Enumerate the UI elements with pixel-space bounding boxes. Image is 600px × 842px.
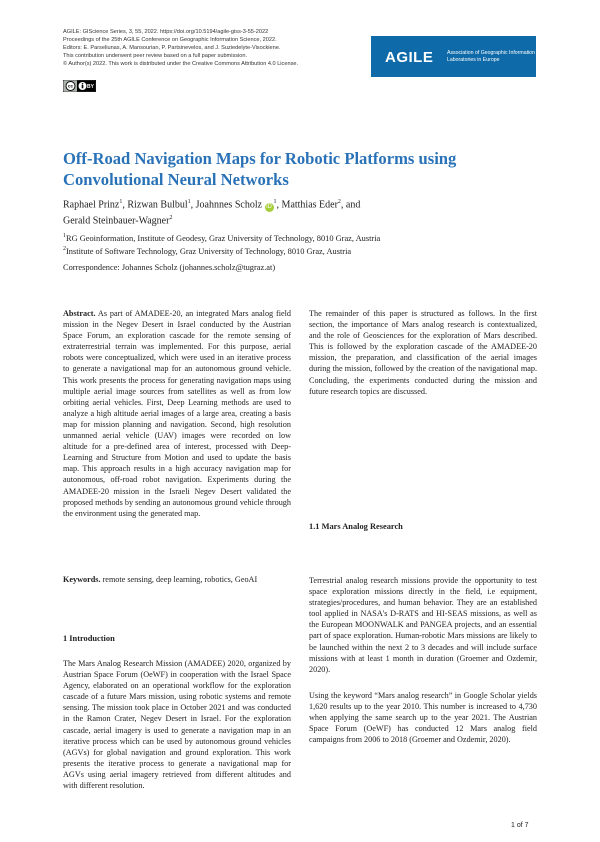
author-name: Rizwan Bulbul [127,199,188,211]
logo-tagline [447,50,535,63]
logo-tagline-2: Laboratories in Europe [447,56,500,63]
agile-logo[interactable] [371,36,536,77]
svg-text:cc: cc [67,83,74,89]
header-line: This contribution underwent peer review based on a full paper submission. [63,53,248,59]
cc-by-license-icon[interactable] [63,80,96,92]
header-line: © Author(s) 2022. This work is distributed under the Creative Commons Attribution 4.0 License. [63,61,299,67]
section-paragraph-2: Using the keyword “Mars analog research” in Google Scholar yields 1,620 results up to the year 2010. This number is increased to 4,730 when applying the same search up to the year 2021. The Austrian Space Forum (OeWF) has conducted 12 Mars analog field campaigns from 2006 to 2018 (Groemer and Ozdemir, 2020). [309,691,537,745]
affiliation-1: RG Geoinformation, Institute of Geodesy, Graz University of Technology, 8010 Graz, Austria [66,233,381,243]
author-name: Matthias Eder [281,199,338,211]
keywords-block [63,574,291,585]
author-list: Raphael Prinz$^1$, Rizwan Bulbul$^1$, Joahnnes Scholz $iD^1$, Matthias Eder$^2$, and Gerald Steinbauer-Wagner$^2$ [63,199,361,227]
header-line: Proceedings of the 25th AGILE Conference on Geographic Information Science, 2022. [63,37,277,43]
author-name: Gerald Steinbauer-Wagner [63,215,170,227]
page-number: 1 of 7 [511,822,529,829]
logo-name: AGILE [385,49,434,66]
paper-title: Off-Road Navigation Maps for Robotic Platforms using Convolutional Neural Networks [63,149,457,189]
author-name: Joahnnes Scholz [195,199,263,211]
author-name: Raphael Prinz [63,199,120,211]
affiliations: $^1$RG Geoinformation, Institute of Geodesy, Graz University of Technology, 8010 Graz, Austria $^2$Institute of Software Technology, Graz University of Technology, 8010 Graz, Austria [63,233,381,256]
logo-tagline-1: Association of Geographic Information [447,50,535,56]
journal-header [63,28,363,68]
correspondence: Correspondence: Johannes Scholz (johannes.scholz@tugraz.at) [63,263,276,272]
abstract-label: Abstract. [63,309,96,318]
header-line: Editors: E. Parseliunas, A. Mansourian, P. Partsinevelos, and J. Suziedelyte-Visockiene. [63,45,281,51]
author-conjunction: and [345,199,361,211]
svg-text:BY: BY [87,84,94,90]
section-heading-mars-analog-research: 1.1 Mars Analog Research [309,522,403,531]
orcid-icon[interactable]: iD [266,204,272,211]
section-heading-introduction: 1 Introduction [63,634,115,643]
abstract-text: As part of AMADEE-20, an integrated Mars analog field mission in the Negev Desert in Israel conducted by the Austrian Space Forum, an exploration cascade for the remote sensing of extraterrestrial terrain was implemented. For this purpose, aerial robots were conceptualized, which were used in an iterative process to generate a navigational map for an autonomous ground vehicle. This work presents the process for generating navigation maps using multiple aerial image sources from satellites as well as from low orbiting aerial vehicles. First, Deep Learning methods are used to analyze a high altitude aerial images of a large area, creating a basis map for mission planning and navigation. Second, high resolution unmanned aerial vehicle (UAV) images were recorded on low altitude for a pre-defined area of interest, processed with Deep-Learning and Structure from Motion and used to update the basis map. This approach results in a high accuracy navigation map for autonomous, off-road robot navigation. Experiments during the AMADEE-20 mission in the Israeli Negev Desert validated the proposed methods by sending an autonomous ground vehicle through the environment using the generated map. [63,309,291,518]
section-paragraph-1: Terrestrial analog research missions provide the opportunity to test space exploration missions directly in the field, i.e equipment, strategies/procedures, and human behavior. They are an established tool applied in NASA's D-RATS and HI-SEAS missions, as well as the European MOONWALK and PANGEA projects, and an essential part of space exploration. Human-robotic Mars missions are likely to be launched within the next 2 to 3 decades and will include surface missions with at least 1 month in duration (Groemer and Ozdemir, 2020). [309,576,537,674]
intro-paragraph-1: The Mars Analog Research Mission (AMADEE) 2020, organized by Austrian Space Forum (OeWF) in cooperation with the Israel Space Agency, elaborated on an operational workflow for the exploration cascade of a future Mars mission, using robotic systems and remote sensing. The mission took place in October 2021 and was conducted in the Ramon Crater, Negev Desert in Israel. For the exploration cascade, aerial imagery is used to generate a navigation map in an iterative process which can be used by autonomous ground vehicles (AGVs) for global navigation and ground exploration. This work presents the iterative process to generate a navigational map for AGVs using aerial imagery retrieved from different altitudes and with different resolution. [63,659,291,791]
header-line: AGILE: GIScience Series, 3, 55, 2022. https://doi.org/10.5194/agile-giss-3-55-2022 [63,29,269,35]
keywords-text: remote sensing, deep learning, robotics, GeoAI [102,575,258,584]
affiliation-2: Institute of Software Technology, Graz University of Technology, 8010 Graz, Austria [66,246,352,256]
abstract-block [63,308,291,519]
intro-paragraph-2: The remainder of this paper is structured as follows. In the first section, the importance of Mars analog research is contextualized, and the role of Geosciences for the exploration of Mars described. This is followed by the exploration cascade of the AMADEE-20 mission, the preparation, and classification of the aerial images during the mission, followed by the creation of the navigational map. Concluding, the experiments conducted during the mission and future research topics are discussed. [309,309,537,396]
keywords-label: Keywords. [63,575,101,584]
